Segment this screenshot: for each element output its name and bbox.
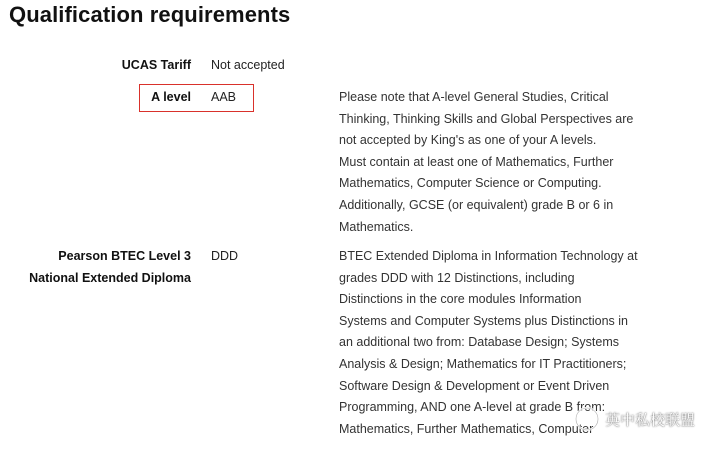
qualification-label	[29, 246, 191, 289]
note-line: Analysis & Design; Mathematics for IT Practitioners;	[339, 356, 627, 371]
note-line: Must contain at least one of Mathematics, Further	[339, 154, 614, 169]
note-line: Mathematics, Computer Science or Computing.	[339, 176, 602, 191]
qualification-label	[122, 55, 191, 77]
qualification-value: AAB	[211, 90, 237, 104]
note-line: Please note that A-level General Studies, Critical	[339, 90, 609, 104]
note-line: Mathematics.	[339, 219, 414, 234]
qualification-label	[151, 87, 191, 109]
qualification-label-line: National Extended Diploma	[29, 270, 191, 285]
note-line: BTEC Extended Diploma in Information Technology at	[339, 249, 638, 263]
watermark	[574, 406, 695, 432]
note-line: grades DDD with 12 Distinctions, including	[339, 270, 575, 285]
note-line: an additional two from: Database Design; Systems	[339, 335, 619, 350]
note-line: Mathematics, Further Mathematics, Computer	[339, 421, 594, 436]
note-line: Distinctions in the core modules Information	[339, 292, 582, 307]
note-line: not accepted by King's as one of your A levels.	[339, 133, 597, 148]
note-line: Additionally, GCSE (or equivalent) grade B or 6 in	[339, 197, 614, 212]
note-line: Programming, AND one A-level at grade B from:	[339, 400, 606, 415]
qualification-value: DDD	[211, 249, 239, 263]
qualification-label-line: Pearson BTEC Level 3	[58, 249, 191, 263]
note-line: Systems and Computer Systems plus Distinctions in	[339, 313, 628, 328]
alliance-logo-icon	[574, 406, 600, 432]
qualification-label-line: UCAS Tariff	[121, 58, 191, 72]
note-line: Software Design & Development or Event Driven	[339, 378, 610, 393]
page-title: Qualification requirements	[9, 2, 291, 27]
note-line: Thinking, Thinking Skills and Global Perspectives are	[339, 111, 634, 126]
qualification-notes	[339, 87, 639, 238]
qualification-label-line: A level	[151, 90, 191, 104]
watermark-text: 英中私校联盟	[604, 410, 695, 429]
qualification-value: Not accepted	[211, 58, 285, 72]
